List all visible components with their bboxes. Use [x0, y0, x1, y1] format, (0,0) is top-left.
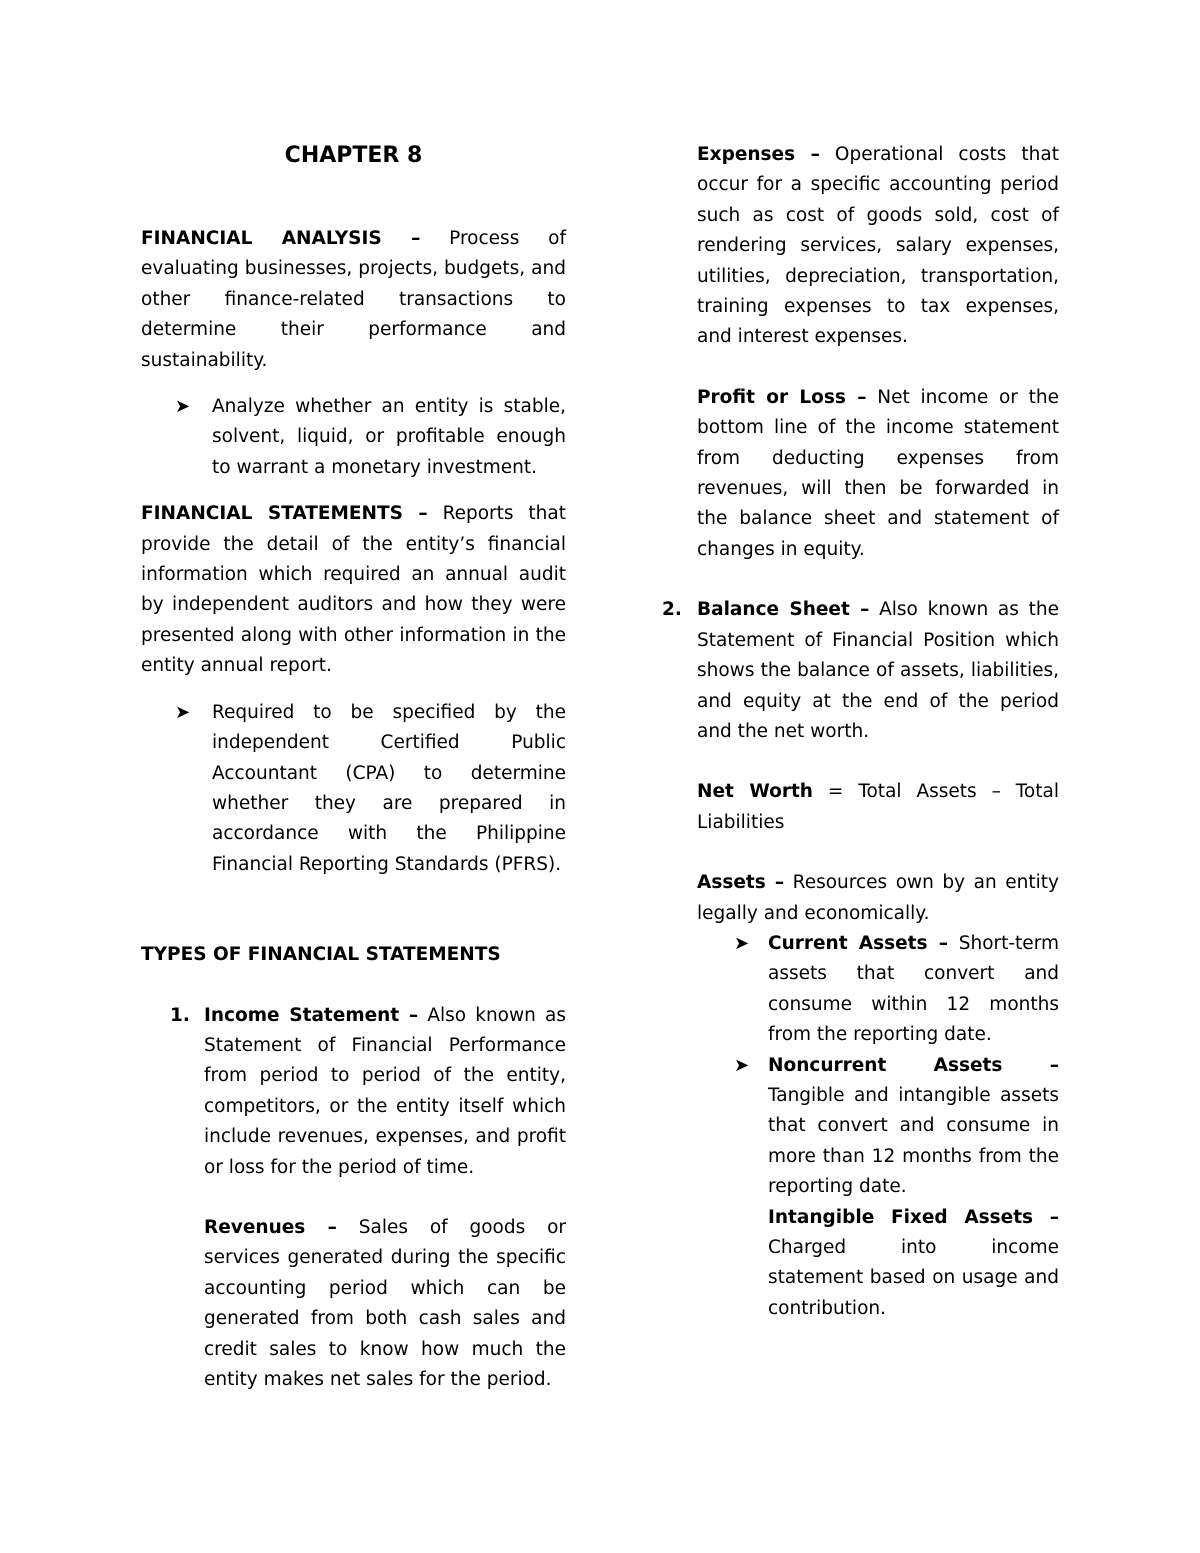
financial-statements-definition: Reports that provide the detail of the entity’s financial information which required an annual audit by independent auditors and how they were presented along with other information in the entity annual report. — [141, 503, 566, 677]
list-number: 1. — [170, 1004, 190, 1026]
financial-statements-paragraph — [141, 499, 566, 681]
current-assets-bullet — [697, 929, 1059, 1051]
net-worth-term: Net Worth — [697, 781, 813, 803]
arrowhead-bullet-icon: ➤ — [175, 396, 191, 418]
financial-analysis-bullet — [141, 392, 566, 483]
list-number: 2. — [662, 599, 682, 621]
intangible-assets-definition: Charged into income statement based on usage and contribution. — [768, 1237, 1059, 1319]
expenses-paragraph — [697, 140, 1059, 353]
income-statement-item — [141, 1001, 566, 1183]
assets-definition: Resources own by an entity legally and economically. — [697, 872, 1059, 924]
financial-analysis-bullet-text: Analyze whether an entity is stable, solvent, liquid, or profitable enough to warrant a monetary investment. — [212, 396, 566, 478]
right-column — [662, 140, 1059, 1324]
financial-analysis-term: FINANCIAL ANALYSIS – — [141, 228, 421, 249]
page-title: CHAPTER 8 — [284, 143, 423, 168]
noncurrent-assets-bullet — [697, 1051, 1059, 1203]
assets-term: Assets – — [697, 872, 785, 894]
assets-paragraph — [697, 868, 1059, 929]
balance-sheet-definition: Also known as the Statement of Financial Position which shows the balance of assets, liabilities, and equity at the end of the period and the net worth. — [697, 599, 1059, 742]
current-assets-term: Current Assets – — [768, 932, 949, 954]
noncurrent-assets-definition: Tangible and intangible assets that convert and consume in more than 12 months from the reporting date. — [768, 1084, 1059, 1198]
financial-statements-bullet — [141, 698, 566, 880]
profit-loss-definition: Net income or the bottom line of the income statement from deducting expenses from revenues, will then be forwarded in the balance sheet and statement of changes in equity. — [697, 386, 1059, 560]
profit-loss-paragraph — [697, 383, 1059, 565]
expenses-definition: Operational costs that occur for a specific accounting period such as cost of goods sold, cost of rendering services, salary expenses, utilities, depreciation, transportation, training expenses to tax expenses, and interest expenses. — [697, 144, 1059, 348]
balance-sheet-item — [662, 595, 1059, 747]
revenues-term: Revenues – — [204, 1216, 337, 1238]
arrowhead-bullet-icon: ➤ — [734, 932, 750, 954]
revenues-item — [141, 1213, 566, 1395]
financial-statements-bullet-text: Required to be specified by the independent Certified Public Accountant (CPA) to determine whether they are prepared in accordance with the Philippine Financial Reporting Standards (PFRS). — [212, 701, 566, 875]
intangible-assets-item — [697, 1203, 1059, 1325]
intangible-assets-term: Intangible Fixed Assets – — [768, 1206, 1059, 1228]
revenues-definition: Sales of goods or services generated during the specific accounting period which can be generated from both cash sales and credit sales to know how much the entity makes net sales for the period. — [204, 1216, 566, 1390]
types-heading-text: TYPES OF FINANCIAL STATEMENTS — [141, 944, 501, 966]
expenses-term: Expenses – — [697, 144, 820, 165]
income-statement-definition: Also known as Statement of Financial Performance from period to period of the entity, competitors, or the entity itself which include revenues, expenses, and profit or loss for the period of time. — [204, 1004, 566, 1178]
left-column — [141, 224, 566, 1395]
noncurrent-assets-term: Noncurrent Assets – — [768, 1054, 1059, 1076]
net-worth-formula: = Total Assets – Total Liabilities — [697, 781, 1059, 833]
financial-analysis-definition: Process of evaluating businesses, projects, budgets, and other finance-related transactions to determine their performance and sustainability. — [141, 228, 566, 371]
net-worth-paragraph — [697, 777, 1059, 838]
financial-analysis-paragraph — [141, 224, 566, 376]
profit-loss-term: Profit or Loss – — [697, 386, 867, 408]
types-heading — [141, 940, 566, 970]
current-assets-definition: Short-term assets that convert and consume within 12 months from the reporting date. — [768, 932, 1059, 1046]
balance-sheet-term: Balance Sheet – — [697, 599, 870, 621]
arrowhead-bullet-icon: ➤ — [734, 1054, 750, 1076]
financial-statements-term: FINANCIAL STATEMENTS – — [141, 503, 428, 525]
arrowhead-bullet-icon: ➤ — [175, 701, 191, 723]
income-statement-term: Income Statement – — [204, 1004, 419, 1026]
